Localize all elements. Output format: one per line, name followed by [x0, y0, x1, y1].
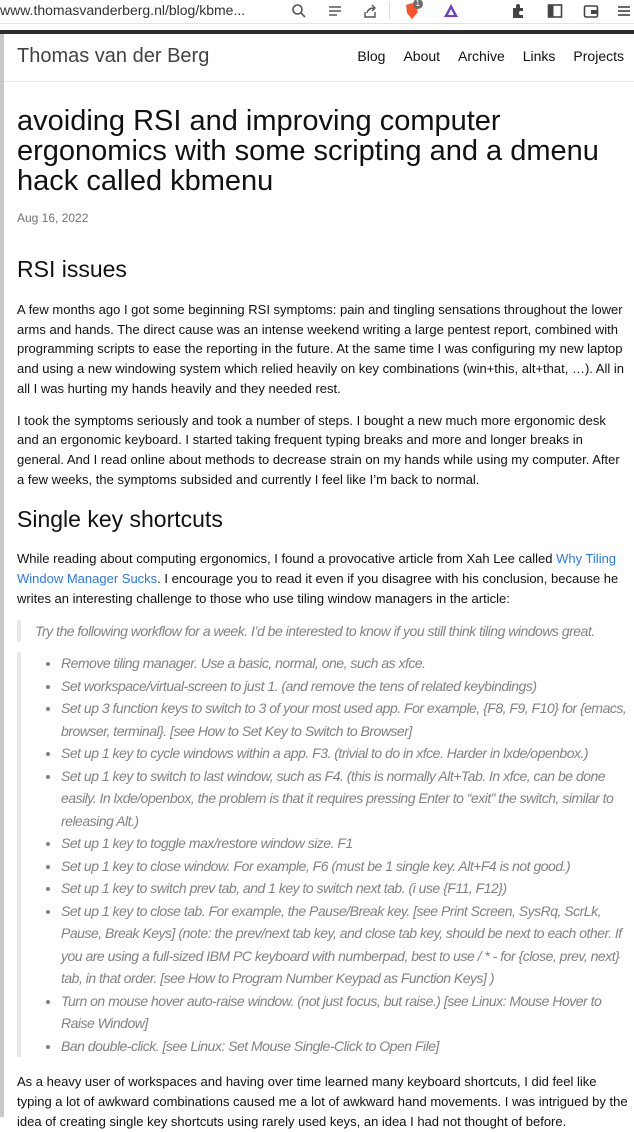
left-edge-bar — [0, 34, 4, 1117]
paragraph — [17, 549, 629, 608]
nav-about[interactable]: About — [403, 48, 441, 64]
nav-links[interactable]: Links — [522, 48, 556, 64]
list-item: • Turn on mouse hover auto-raise window. (not just focus, but raise.) [see Linux: Mouse Hover to Raise Window] — [61, 990, 629, 1035]
text: While reading about computing ergonomics, I found a provocative article from Xah Lee called — [17, 551, 557, 567]
list-item: • Remove tiling manager. Use a basic, normal, one, such as xfce. — [61, 652, 629, 675]
site-title[interactable]: Thomas van der Berg — [17, 45, 210, 67]
list-item: • Ban double-click. [see Linux: Set Mouse Single-Click to Open File] — [61, 1035, 629, 1058]
quote-list — [35, 652, 629, 1057]
list-item: • Set up 1 key to close window. For example, F6 (must be 1 single key. Alt+F4 is not good.) — [61, 855, 629, 878]
site-nav — [357, 48, 624, 64]
sidebar-icon[interactable] — [545, 1, 565, 21]
brave-rewards-icon[interactable] — [441, 1, 461, 21]
menu-icon[interactable] — [614, 1, 634, 21]
list-item: • Set up 1 key to switch to last window, such as F4. (this is normally Alt+Tab. In xfce, can be done easily. In lxde/openbox, the problem is that it requires pressing Enter to “exit” the switch, similar to releasing Alt.) — [61, 765, 629, 833]
list-item: • Set up 1 key to toggle max/restore window size. F1 — [61, 832, 629, 855]
nav-projects[interactable]: Projects — [573, 48, 624, 64]
list-item: • Set up 1 key to cycle windows within a app. F3. (trivial to do in xfce. Harder in lxde/openbox.) — [61, 742, 629, 765]
quote-intro — [17, 620, 629, 642]
wallet-icon[interactable] — [581, 1, 601, 21]
list-item: • Set up 1 key to close tab. For example, the Pause/Break key. [see Print Screen, SysRq, ScrLk, Pause, Break Keys] (note: the prev/next tab key, and close tab key, should be next to each other. If you are using a full-sized IBM PC keyboard with numberpad, best to use / * - for {close, prev, next} tab, in that order. [see How to Program Number Keypad as Function Keys] ) — [61, 900, 629, 990]
browser-toolbar — [0, 0, 634, 24]
address-bar[interactable]: www.thomasvanderberg.nl/blog/kbme... — [0, 2, 246, 18]
paragraph: A few months ago I got some beginning RSI symptoms: pain and tingling sensations throughout the lower arms and hands. The direct cause was an intense weekend writing a large pentest report, combined with programming scripts to ease the reporting in the future. At the same time I was configuring my new laptop and using a new windowing system which relied heavily on key combinations (win+this, alt+that, …). All in all I was hurting my hands heavily and they needed rest. — [17, 302, 624, 396]
list-item: • Set workspace/virtual-screen to just 1. (and remove the tens of related keybindings) — [61, 675, 629, 698]
search-icon[interactable] — [289, 1, 309, 21]
paragraph: I took the symptoms seriously and took a number of steps. I bought a new much more ergonomic desk and an ergonomic keyboard. I started taking frequent typing breaks and more and longer breaks in general. And I read online about methods to decrease strain on my hands while using my computer. After a few weeks, the symptoms subsided and currently I feel like I’m back to normal. — [17, 412, 620, 487]
section-heading-shortcuts: Single key shortcuts — [17, 506, 223, 533]
post-content — [17, 106, 629, 1132]
link-why-tiling[interactable]: Why Tiling Window Manager Sucks — [17, 551, 617, 587]
site-header — [4, 34, 634, 82]
section-heading-rsi: RSI issues — [17, 256, 127, 282]
text: . I encourage you to read it even if you disagree with his conclusion, because he writes an interesting challenge to those who use tiling window managers in the article: — [17, 571, 619, 606]
post-title: avoiding RSI and improving computer ergonomics with some scripting and a dmenu hack called kbmenu — [17, 105, 599, 197]
toolbar-divider — [389, 2, 390, 20]
quote-list-block — [17, 652, 629, 1057]
brave-shield-icon[interactable] — [402, 1, 422, 21]
extensions-icon[interactable] — [508, 1, 528, 21]
share-icon[interactable] — [360, 1, 380, 21]
list-item: • Set up 1 key to switch prev tab, and 1 key to switch next tab. (i use {F11, F12}) — [61, 877, 629, 900]
post-date: Aug 16, 2022 — [17, 211, 89, 225]
reader-icon[interactable] — [325, 1, 345, 21]
list-item: • Set up 3 function keys to switch to 3 of your most used app. For example, {F8, F9, F10} for {emacs, browser, terminal}. [see How to Set Key to Switch to Browser] — [61, 697, 629, 742]
paragraph: As a heavy user of workspaces and having over time learned many keyboard shortcuts, I did feel like typing a lot of awkward combinations caused me a lot of awkward hand movements. I was intrigued by the idea of creating single key shortcuts using rarely used keys, an idea I had not thought of before. — [17, 1074, 628, 1129]
quote-text: Try the following workflow for a week. I’d be interested to know if you still think tiling windows great. — [35, 623, 595, 640]
nav-blog[interactable]: Blog — [357, 48, 386, 64]
nav-archive[interactable]: Archive — [458, 48, 505, 64]
shield-badge: 1 — [413, 0, 423, 9]
